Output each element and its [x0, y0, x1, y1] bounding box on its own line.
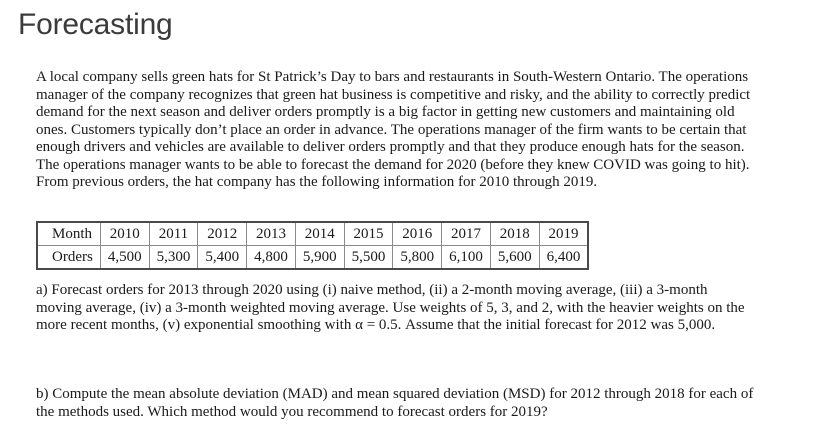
orders-cell: 5,400	[198, 246, 247, 270]
orders-cell: 4,500	[100, 246, 149, 270]
year-cell: 2018	[490, 222, 539, 246]
orders-cell: 5,800	[393, 246, 442, 270]
table-row-orders	[37, 246, 588, 270]
year-cell: 2014	[295, 222, 344, 246]
year-cell: 2016	[393, 222, 442, 246]
orders-cell: 5,900	[295, 246, 344, 270]
year-cell: 2013	[247, 222, 296, 246]
orders-cell: 6,100	[442, 246, 491, 270]
table-row-years	[37, 222, 588, 246]
problem-description: A local company sells green hats for St Patrick’s Day to bars and restaurants in South-Western Ontario. The operations manager of the company recognizes that green hat business is competitive and risky, and the ability to correctly predict demand for the next season and deliver orders promptly is a big factor in getting new customers and maintaining old ones. Customers typically don’t place an order in advance. The operations manager of the firm wants to be certain that enough drivers and vehicles are available to deliver orders promptly and that they produce enough hats for the season. The operations manager wants to be able to forecast the demand for 2020 (before they knew COVID was going to hit). From previous orders, the hat company has the following information for 2010 through 2019.	[36, 69, 751, 190]
year-cell: 2011	[149, 222, 198, 246]
year-cell: 2010	[100, 222, 149, 246]
year-cell: 2012	[198, 222, 247, 246]
orders-cell: 5,500	[344, 246, 393, 270]
orders-table	[36, 221, 589, 270]
orders-cell: 4,800	[247, 246, 296, 270]
question-b: b) Compute the mean absolute deviation (MAD) and mean squared deviation (MSD) for 2012 through 2018 for each of the methods used. Which method would you recommend to forecast orders for 2019?	[36, 386, 754, 420]
page-title: Forecasting	[18, 8, 173, 41]
orders-cell: 5,300	[149, 246, 198, 270]
year-cell: 2015	[344, 222, 393, 246]
row-label-orders: Orders	[37, 246, 100, 270]
orders-cell: 5,600	[490, 246, 539, 270]
row-label-month: Month	[37, 222, 100, 246]
year-cell: 2017	[442, 222, 491, 246]
question-a: a) Forecast orders for 2013 through 2020 using (i) naive method, (ii) a 2-month moving average, (iii) a 3-month moving average, (iv) a 3-month weighted moving average. Use weights of 5, 3, and 2, with the heavier weights on the more recent months, (v) exponential smoothing with α = 0.5. Assume that the initial forecast for 2012 was 5,000.	[36, 282, 745, 333]
orders-cell: 6,400	[539, 246, 588, 270]
year-cell: 2019	[539, 222, 588, 246]
